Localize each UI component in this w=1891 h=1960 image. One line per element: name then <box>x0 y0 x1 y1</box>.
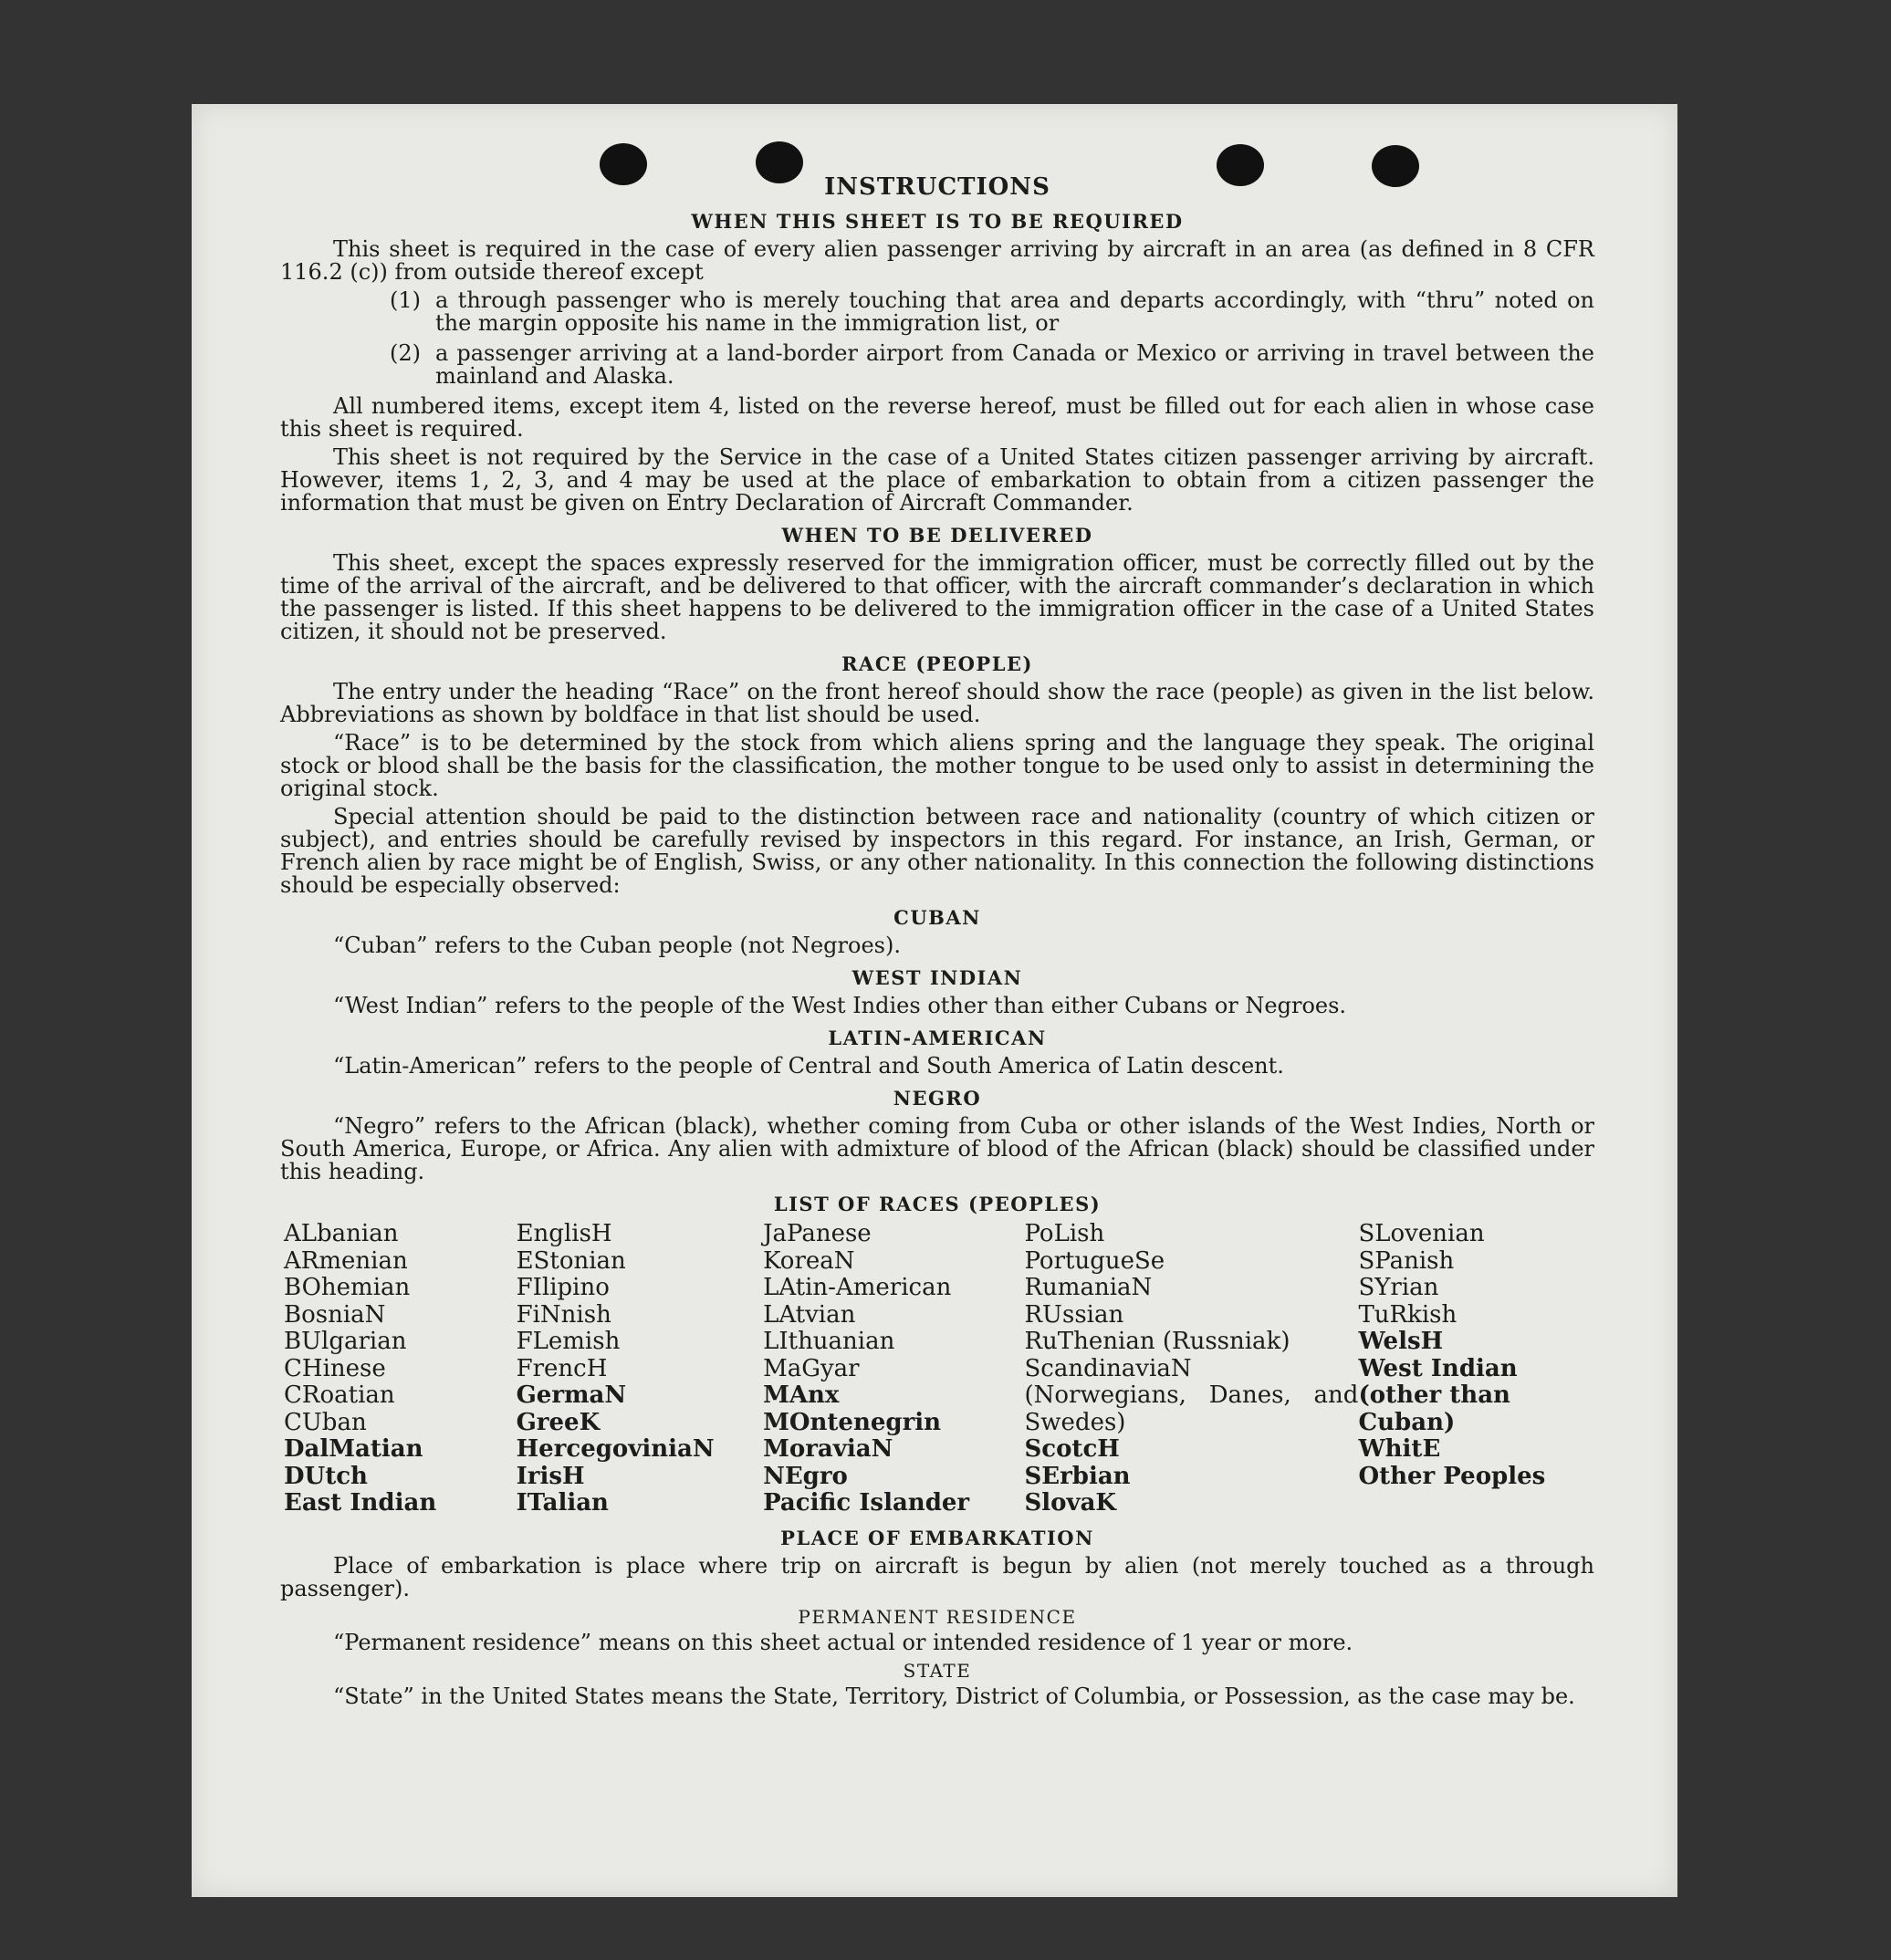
race-entry: FiNnish <box>516 1300 611 1329</box>
race-entry: LAtvian <box>763 1300 856 1329</box>
race-entry: Other Peoples <box>1358 1462 1546 1490</box>
race-entry: HercegoviniaN <box>516 1435 715 1463</box>
section-heading: RACE (PEOPLE) <box>841 652 1033 675</box>
item-text: a passenger arriving at a land-border airport from Canada or Mexico or arriving in travel between the mainland and Alaska. <box>435 340 1594 389</box>
paragraph: Place of embarkation is place where trip on aircraft is begun by alien (not merely touched as a through passenger). <box>280 1552 1594 1601</box>
race-entry: SLovenian <box>1358 1220 1485 1247</box>
paragraph: “Cuban” refers to the Cuban people (not Negroes). <box>333 933 901 958</box>
race-entry: JaPanese <box>763 1220 872 1247</box>
race-entry: IrisH <box>516 1462 585 1490</box>
race-entry: MOntenegrin <box>763 1408 942 1436</box>
race-entry: Pacific Islander <box>763 1489 970 1517</box>
item-number: (1) <box>390 287 421 313</box>
race-entry: CUban <box>284 1408 367 1436</box>
section-heading: LATIN-AMERICAN <box>828 1027 1047 1049</box>
race-entry: GermaN <box>516 1381 627 1409</box>
race-entry: PortugueSe <box>1024 1246 1165 1275</box>
race-entry: ScandinaviaN (Norwegians, Danes, and Swedes) <box>1024 1354 1359 1436</box>
race-entry: BOhemian <box>284 1274 411 1301</box>
section-heading: PERMANENT RESIDENCE <box>798 1605 1077 1628</box>
race-entry: LIthuanian <box>763 1328 895 1355</box>
race-entry: NEgro <box>763 1462 848 1490</box>
races-column-3 <box>763 1221 1024 1517</box>
race-entry: West Indian (other than Cuban) <box>1358 1354 1518 1436</box>
paragraph: The entry under the heading “Race” on the front hereof should show the race (people) as given in the list below. Abbreviations as shown by boldface in that list should be used. <box>280 679 1594 727</box>
race-entry: PoLish <box>1024 1220 1105 1247</box>
races-table <box>284 1221 1594 1517</box>
paragraph: All numbered items, except item 4, listed on the reverse hereof, must be filled out for each alien in whose case this sheet is required. <box>280 393 1594 442</box>
races-column-1 <box>284 1221 517 1517</box>
race-entry: MaGyar <box>763 1354 860 1382</box>
race-entry: RuThenian (Russniak) <box>1024 1328 1290 1355</box>
section-heading: PLACE OF EMBARKATION <box>780 1526 1094 1549</box>
paragraph: “West Indian” refers to the people of the West Indies other than either Cubans or Negroes. <box>333 993 1347 1018</box>
races-column-4 <box>1024 1221 1358 1517</box>
race-entry: BUlgarian <box>284 1328 407 1355</box>
race-entry: DalMatian <box>284 1435 423 1463</box>
paper-sheet <box>192 104 1677 1897</box>
race-entry: RumaniaN <box>1024 1274 1153 1301</box>
paragraph: “State” in the United States means the State, Territory, District of Columbia, or Possession, as the case may be. <box>333 1683 1575 1709</box>
paragraph: This sheet is required in the case of every alien passenger arriving by aircraft in an area (as defined in 8 CFR 116.2 (c)) from outside thereof except <box>280 236 1594 285</box>
races-column-2 <box>517 1221 764 1517</box>
item-number: (2) <box>390 340 421 366</box>
section-heading: WHEN TO BE DELIVERED <box>781 524 1093 547</box>
race-entry: ITalian <box>516 1489 609 1517</box>
section-heading: CUBAN <box>893 906 981 929</box>
paragraph: “Negro” refers to the African (black), whether coming from Cuba or other islands of the West Indies, North or South America, Europe, or Africa. Any alien with admixture of blood of the African (black) should be classified under this heading. <box>280 1113 1594 1184</box>
race-entry: RUssian <box>1024 1300 1124 1329</box>
page-title: INSTRUCTIONS <box>824 173 1050 201</box>
race-entry: MoraviaN <box>763 1435 893 1463</box>
race-entry: GreeK <box>516 1408 601 1436</box>
section-heading: NEGRO <box>893 1087 982 1110</box>
paragraph: Special attention should be paid to the distinction between race and nationality (country of which citizen or subject), and entries should be carefully revised by inspectors in this regard. For instance, an Irish, German, or French alien by race might be of English, Swiss, or any other nationality. In this connection the following distinctions should be especially observed: <box>280 804 1594 898</box>
paragraph: This sheet, except the spaces expressly reserved for the immigration officer, must be correctly filled out by the time of the arrival of the aircraft, and be delivered to that officer, with the aircraft commander’s declaration in which the passenger is listed. If this sheet happens to be delivered to the immigration officer in the case of a United States citizen, it should not be preserved. <box>280 550 1594 644</box>
race-entry: FrencH <box>516 1354 608 1382</box>
race-entry: FIlipino <box>516 1274 610 1301</box>
race-entry: KoreaN <box>763 1246 855 1275</box>
race-entry: LAtin-American <box>763 1274 952 1301</box>
race-entry: CRoatian <box>284 1381 395 1409</box>
paragraph: “Permanent residence” means on this sheet actual or intended residence of 1 year or more. <box>333 1629 1353 1655</box>
race-entry: WhitE <box>1358 1435 1441 1463</box>
list-item <box>390 289 1594 335</box>
race-entry: CHinese <box>284 1354 386 1382</box>
race-entry: DUtch <box>284 1462 368 1490</box>
paragraph: “Latin-American” refers to the people of Central and South America of Latin descent. <box>333 1053 1284 1079</box>
race-entry: ScotcH <box>1024 1435 1120 1463</box>
races-column-5 <box>1358 1221 1594 1517</box>
race-entry: FLemish <box>516 1328 621 1355</box>
race-entry: SlovaK <box>1024 1489 1117 1517</box>
race-entry: ARmenian <box>284 1246 408 1275</box>
race-entry: MAnx <box>763 1381 840 1409</box>
paragraph: “Race” is to be determined by the stock from which aliens spring and the language they speak. The original stock or blood shall be the basis for the classification, the mother tongue to be used only to assist in determining the original stock. <box>280 730 1594 801</box>
race-entry: SErbian <box>1024 1462 1131 1490</box>
section-heading: STATE <box>903 1659 972 1682</box>
race-entry: BosniaN <box>284 1300 386 1329</box>
section-heading: LIST OF RACES (PEOPLES) <box>773 1193 1102 1215</box>
list-item <box>390 342 1594 388</box>
race-entry: SYrian <box>1358 1274 1439 1301</box>
race-entry: WelsH <box>1358 1328 1444 1355</box>
document-body <box>280 170 1594 1714</box>
section-heading: WHEN THIS SHEET IS TO BE REQUIRED <box>691 210 1184 233</box>
section-heading: WEST INDIAN <box>851 966 1023 989</box>
item-text: a through passenger who is merely touching that area and departs accordingly, with “thru” noted on the margin opposite his name in the immigration list, or <box>435 287 1594 336</box>
race-entry: TuRkish <box>1358 1300 1457 1329</box>
race-entry: ALbanian <box>284 1220 399 1247</box>
race-entry: East Indian <box>284 1489 437 1517</box>
race-entry: SPanish <box>1358 1246 1455 1275</box>
race-entry: EnglisH <box>516 1220 612 1247</box>
race-entry: EStonian <box>516 1246 626 1275</box>
paragraph: This sheet is not required by the Service in the case of a United States citizen passenger arriving by aircraft. However, items 1, 2, 3, and 4 may be used at the place of embarkation to obtain from a citizen passenger the information that must be given on Entry Declaration of Aircraft Commander. <box>280 444 1594 516</box>
